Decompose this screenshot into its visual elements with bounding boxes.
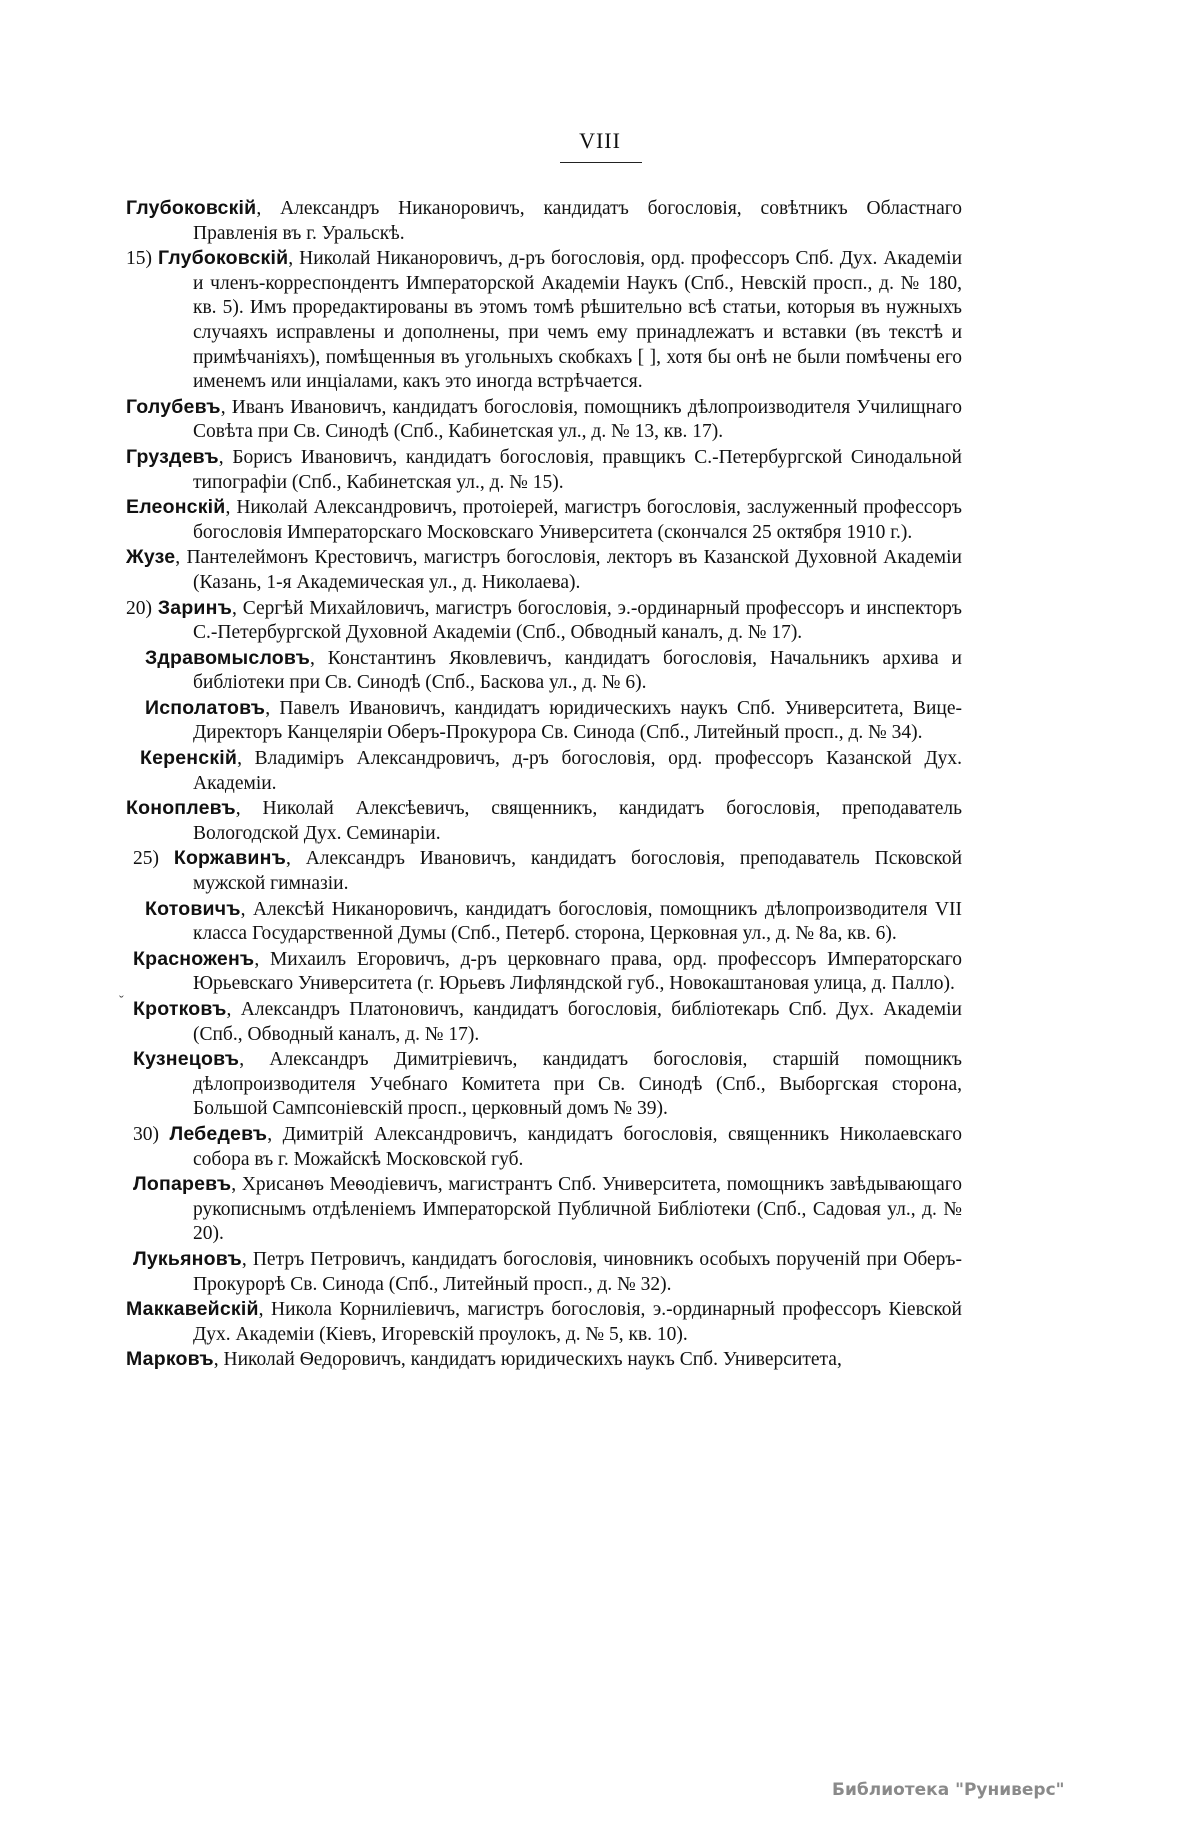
list-item [126, 246, 962, 395]
entry-description: , Петръ Петровичъ, кандидатъ богословія, чиновникъ особыхъ порученій при Оберъ-Прокурорѣ Св. Синода (Спб., Литейный просп., д. № 32). [193, 1248, 962, 1295]
list-item [126, 796, 962, 846]
list-item [126, 646, 962, 696]
list-item [126, 897, 962, 947]
entry-surname: Маккавейскій [126, 1298, 259, 1321]
list-item [126, 545, 962, 595]
entry-surname: Лопаревъ [133, 1173, 232, 1196]
entry-description: , Александръ Димитріевичъ, кандидатъ богословія, старшій помощникъ дѣлопроизводителя Учебнаго Комитета при Св. Синодѣ (Спб., Выборгская сторона, Большой Сампсоніевскій просп., церковный домъ № 39). [193, 1049, 962, 1120]
entry-description: , Никола Корниліевичъ, магистръ богословія, э.-ординарный профессоръ Кіевской Дух. Академіи (Кіевъ, Игоревскій проулокъ, д. № 5, кв. 10). [193, 1299, 962, 1345]
list-item [126, 696, 962, 746]
entry-surname: Красноженъ [133, 947, 255, 970]
list-item [126, 1047, 962, 1122]
entry-description: , Николай Алексѣевичъ, священникъ, кандидатъ богословія, преподаватель Вологодской Дух. Семинаріи. [193, 798, 962, 844]
entry-surname: Коржавинъ [173, 847, 286, 870]
entry-surname: Заринъ [157, 596, 233, 619]
entry-number: 25) [133, 848, 159, 870]
entry-number: 15) [126, 248, 152, 270]
entry-description: , Николай Никаноровичъ, д-ръ богословія, орд. профессоръ Спб. Дух. Академіи и членъ-корреспондентъ Императорской Академіи Наукъ (Спб., Невскій просп., д. № 180, кв. 5). Имъ проредактированы въ этомъ томѣ рѣшительно всѣ статьи, которыя въ нужныхъ случаяхъ исправлены и дополнены, при чемъ ему принадлежатъ и вставки (въ текстѣ и примѣчаніяхъ), помѣщенныя въ угольныхъ скобкахъ [ ], хотя бы онѣ не были помѣчены его именемъ или инціалами, какъ это иногда встрѣчается. [193, 248, 963, 393]
entry-surname: Исполатовъ [145, 696, 266, 719]
entry-surname: Глубоковскій [126, 197, 257, 219]
list-item [126, 1172, 962, 1247]
entry-description: , Павелъ Ивановичъ, кандидатъ юридическихъ наукъ Спб. Университета, Вице-Директоръ Канцеляріи Оберъ-Прокурора Св. Синода (Спб., Литейный просп., д. № 34). [193, 697, 962, 744]
entry-surname: Кротковъ [133, 998, 227, 1020]
entry-number: 30) [133, 1123, 159, 1145]
page-number: VIII [579, 128, 621, 153]
list-item [126, 947, 962, 997]
entry-description: , Михаилъ Егоровичъ, д-ръ церковнаго права, орд. профессоръ Императорскаго Юрьевскаго Университета (г. Юрьевъ Лифляндской губ., Новокаштановая улица, д. Палло). [193, 948, 962, 995]
list-item [126, 596, 962, 646]
page-number-rule [560, 162, 642, 163]
entry-surname: Здравомысловъ [145, 646, 311, 669]
entry-description: , Пантелеймонъ Крестовичъ, магистръ богословія, лекторъ въ Казанской Духовной Академіи (Казань, 1-я Академическая ул., д. Николаева). [175, 547, 962, 593]
entry-description: , Владиміръ Александровичъ, д-ръ богословія, орд. профессоръ Казанской Дух. Академіи. [193, 748, 962, 794]
entry-description: , Александръ Ивановичъ, кандидатъ богословія, преподаватель Псковской мужской гимназіи. [193, 848, 963, 895]
list-item [126, 445, 962, 495]
entry-description: , Иванъ Ивановичъ, кандидатъ богословія, помощникъ дѣлопроизводителя Училищнаго Совѣта при Св. Синодѣ (Спб., Кабинетская ул., д. № 13, кв. 17). [193, 396, 962, 443]
list-item [126, 846, 962, 896]
entry-description: , Алексѣй Никаноровичъ, кандидатъ богословія, помощникъ дѣлопроизводителя VII класса Государственной Думы (Спб., Петерб. сторона, Церковная ул., д. № 8а, кв. 6). [193, 898, 962, 945]
list-item [126, 395, 962, 445]
entry-description: , Хрисанѳъ Меѳодіевичъ, магистрантъ Спб. Университета, помощникъ завѣдывающаго рукописнымъ отдѣленіемъ Императорской Публичной Библіотеки (Спб., Садовая ул., д. № 20). [193, 1174, 962, 1245]
list-item [126, 495, 962, 545]
list-item [126, 1247, 962, 1297]
entry-surname: Лукьяновъ [133, 1247, 242, 1270]
entry-description: , Борисъ Ивановичъ, кандидатъ богословія, правщикъ С.-Петербургской Синодальной типографіи (Спб., Кабинетская ул., д. № 15). [193, 446, 962, 493]
entry-surname: Лебедевъ [169, 1122, 268, 1145]
entry-description: , Александръ Платоновичъ, кандидатъ богословія, библіотекарь Спб. Дух. Академіи (Спб., Обводный каналъ, д. № 17). [193, 999, 962, 1045]
entry-surname: Глубоковскій [157, 247, 289, 270]
entry-surname: Кузнецовъ [133, 1048, 240, 1071]
entry-surname: Коноплевъ [126, 797, 236, 820]
entry-description: , Сергѣй Михайловичъ, магистръ богословія, э.-ординарный профессоръ и инспекторъ С.-Петербургской Духовной Академіи (Спб., Обводный каналъ, д. № 17). [193, 597, 963, 644]
entry-surname: Жузе [126, 546, 176, 569]
entry-surname: Марковъ [126, 1348, 214, 1371]
entry-description: , Николай Александровичъ, протоіерей, магистръ богословія, заслуженный профессоръ богословія Императорскаго Московскаго Университета (скончался 25 октября 1910 г.). [193, 497, 962, 543]
entry-surname: Груздевъ [126, 445, 219, 468]
entry-surname: Голубевъ [126, 395, 221, 418]
entry-surname: Котовичъ [145, 897, 241, 920]
list-item [126, 1347, 962, 1373]
library-watermark: Библиотека "Руниверс" [832, 1780, 1065, 1800]
entry-surname: Керенскій [140, 747, 238, 770]
list-item [126, 997, 962, 1047]
list-item [126, 746, 962, 796]
list-item [126, 1122, 962, 1172]
entry-surname: Елеонскій [126, 496, 226, 519]
entry-description: , Александръ Никаноровичъ, кандидатъ богословія, совѣтникъ Областнаго Правленія въ г. Уральскѣ. [193, 198, 962, 244]
entry-description: , Константинъ Яковлевичъ, кандидатъ богословія, Начальникъ архива и библіотеки при Св. Синодѣ (Спб., Баскова ул., д. № 6). [193, 647, 962, 694]
list-item [126, 1297, 962, 1347]
entry-description: , Димитрій Александровичъ, кандидатъ богословія, священникъ Николаевскаго собора въ г. Можайскѣ Московской губ. [193, 1123, 962, 1170]
contributors-list [126, 196, 962, 1373]
entry-number: 20) [126, 597, 152, 619]
list-item [126, 196, 962, 246]
margin-check-mark: ˇ [119, 994, 124, 1009]
entry-description: , Николай Ѳедоровичъ, кандидатъ юридическихъ наукъ Спб. Университета, [213, 1349, 842, 1371]
